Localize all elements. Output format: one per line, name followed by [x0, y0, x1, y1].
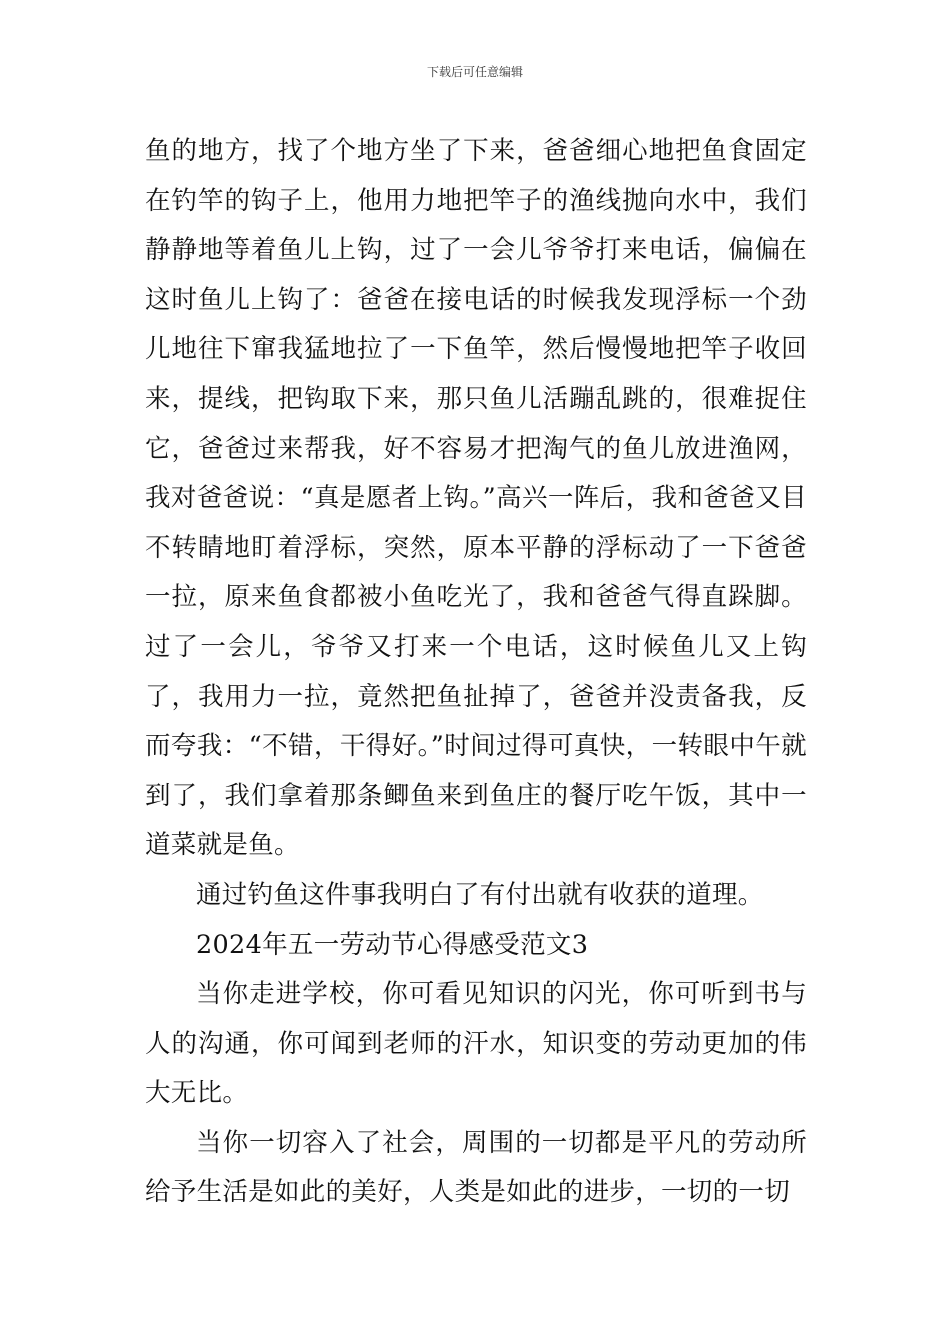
document-body [145, 127, 807, 1218]
paragraph-lesson: 通过钓鱼这件事我明白了有付出就有收获的道理。 [196, 879, 764, 910]
section-title: 2024年五一劳动节心得感受范文3 [196, 929, 589, 960]
paragraph-continued-story: 鱼的地方，找了个地方坐了下来，爸爸细心地把鱼食固定在钓竿的钩子上，他用力地把竿子的渔线抛向水中，我们静静地等着鱼儿上钩，过了一会儿爷爷打来电话，偏偏在这时鱼儿上钩了：爸爸在接电话的时候我发现浮标一个劲儿地往下窜我猛地拉了一下鱼竿，然后慢慢地把竿子收回来，提线，把钩取下来，那只鱼儿活蹦乱跳的，很难捉住它，爸爸过来帮我，好不容易才把淘气的鱼儿放进渔网，我对爸爸说：“真是愿者上钩。”高兴一阵后，我和爸爸又目不转睛地盯着浮标，突然，原本平静的浮标动了一下爸爸一拉，原来鱼食都被小鱼吃光了，我和爸爸气得直跺脚。过了一会儿，爷爷又打来一个电话，这时候鱼儿又上钩了，我用力一拉，竟然把鱼扯掉了，爸爸并没责备我，反而夸我：“不错，干得好。”时间过得可真快，一转眼中午就到了，我们拿着那条鲫鱼来到鱼庄的餐厅吃午饭，其中一道菜就是鱼。 [145, 136, 807, 861]
paragraph-society: 当你一切容入了社会，周围的一切都是平凡的劳动所给予生活是如此的美好，人类是如此的进步，一切的一切 [145, 1127, 807, 1208]
paragraph-school: 当你走进学校，你可看见知识的闪光，你可听到书与人的沟通，你可闻到老师的汗水，知识变的劳动更加的伟大无比。 [145, 979, 807, 1109]
page-header-note: 下载后可任意编辑 [426, 65, 523, 79]
